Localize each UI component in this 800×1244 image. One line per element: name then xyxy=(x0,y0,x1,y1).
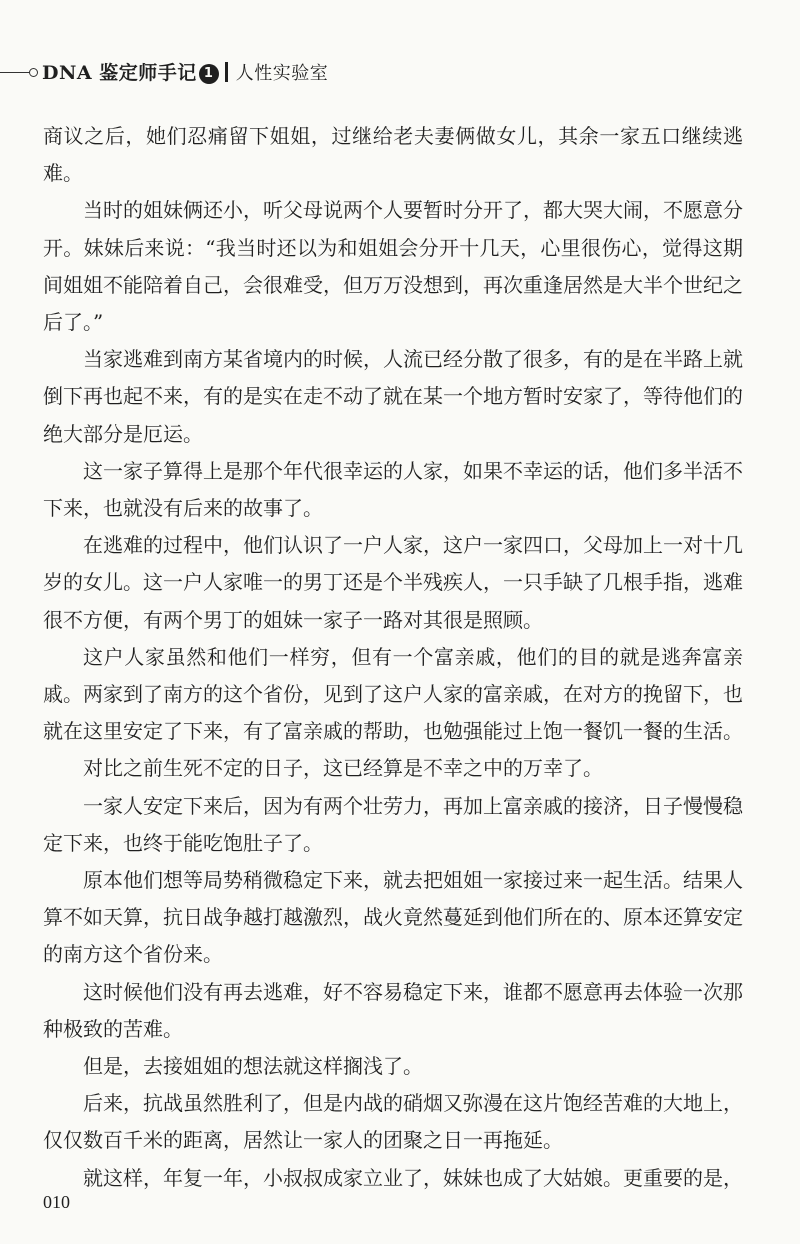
page-body xyxy=(43,118,743,1197)
volume-badge: 1 xyxy=(199,64,219,84)
book-subtitle: 人性实验室 xyxy=(235,63,329,84)
header-circle-ornament xyxy=(29,68,38,77)
paragraph: 但是，去接姐姐的想法就这样搁浅了。 xyxy=(83,1054,423,1079)
paragraph: 对比之前生死不定的日子，这已经算是不幸之中的万幸了。 xyxy=(83,756,603,781)
paragraph: 在逃难的过程中，他们认识了一户人家，这户一家四口，父母加上一对十几岁的女儿。这一户人家唯一的男丁还是个半残疾人，一只手缺了几根手指，逃难很不方便，有两个男丁的姐妹一家子一路对其很是照顾。 xyxy=(43,533,743,632)
paragraph: 后来，抗战虽然胜利了，但是内战的硝烟又弥漫在这片饱经苦难的大地上，仅仅数百千米的距离，居然让一家人的团聚之日一再拖延。 xyxy=(43,1091,743,1153)
paragraph: 这一家子算得上是那个年代很幸运的人家，如果不幸运的话，他们多半活不下来，也就没有后来的故事了。 xyxy=(43,458,743,521)
header-separator xyxy=(225,62,228,82)
paragraph: 就这样，年复一年，小叔叔成家立业了，妹妹也成了大姑娘。更重要的是， xyxy=(83,1165,743,1190)
running-header xyxy=(0,58,800,88)
paragraph: 当家逃难到南方某省境内的时候，人流已经分散了很多，有的是在半路上就倒下再也起不来，有的是实在走不动了就在某一个地方暂时安家了，等待他们的绝大部分是厄运。 xyxy=(43,347,743,446)
page-number: 010 xyxy=(43,1192,70,1212)
header-title xyxy=(42,58,328,85)
header-rule xyxy=(0,72,30,73)
paragraph: 商议之后，她们忍痛留下姐姐，过继给老夫妻俩做女儿，其余一家五口继续逃难。 xyxy=(43,124,743,186)
paragraph: 原本他们想等局势稍微稳定下来，就去把姐姐一家接过来一起生活。结果人算不如天算，抗日战争越打越激烈，战火竟然蔓延到他们所在的、原本还算安定的南方这个省份来。 xyxy=(43,868,743,967)
book-title: DNA 鉴定师手记 xyxy=(42,62,197,84)
paragraph: 一家人安定下来后，因为有两个壮劳力，再加上富亲戚的接济，日子慢慢稳定下来，也终于能吃饱肚子了。 xyxy=(43,793,743,855)
paragraph: 这时候他们没有再去逃难，好不容易稳定下来，谁都不愿意再去体验一次那种极致的苦难。 xyxy=(43,979,743,1041)
paragraph: 当时的姐妹俩还小，听父母说两个人要暂时分开了，都大哭大闹，不愿意分开。妹妹后来说：“我当时还以为和姐姐会分开十几天，心里很伤心，觉得这期间姐姐不能陪着自己，会很难受，但万万没想到，再次重逢居然是大半个世纪之后了。” xyxy=(43,198,743,335)
paragraph: 这户人家虽然和他们一样穷，但有一个富亲戚，他们的目的就是逃奔富亲戚。两家到了南方的这个省份，见到了这户人家的富亲戚，在对方的挽留下，也就在这里安定了下来，有了富亲戚的帮助，也勉强能过上饱一餐饥一餐的生活。 xyxy=(43,644,743,744)
